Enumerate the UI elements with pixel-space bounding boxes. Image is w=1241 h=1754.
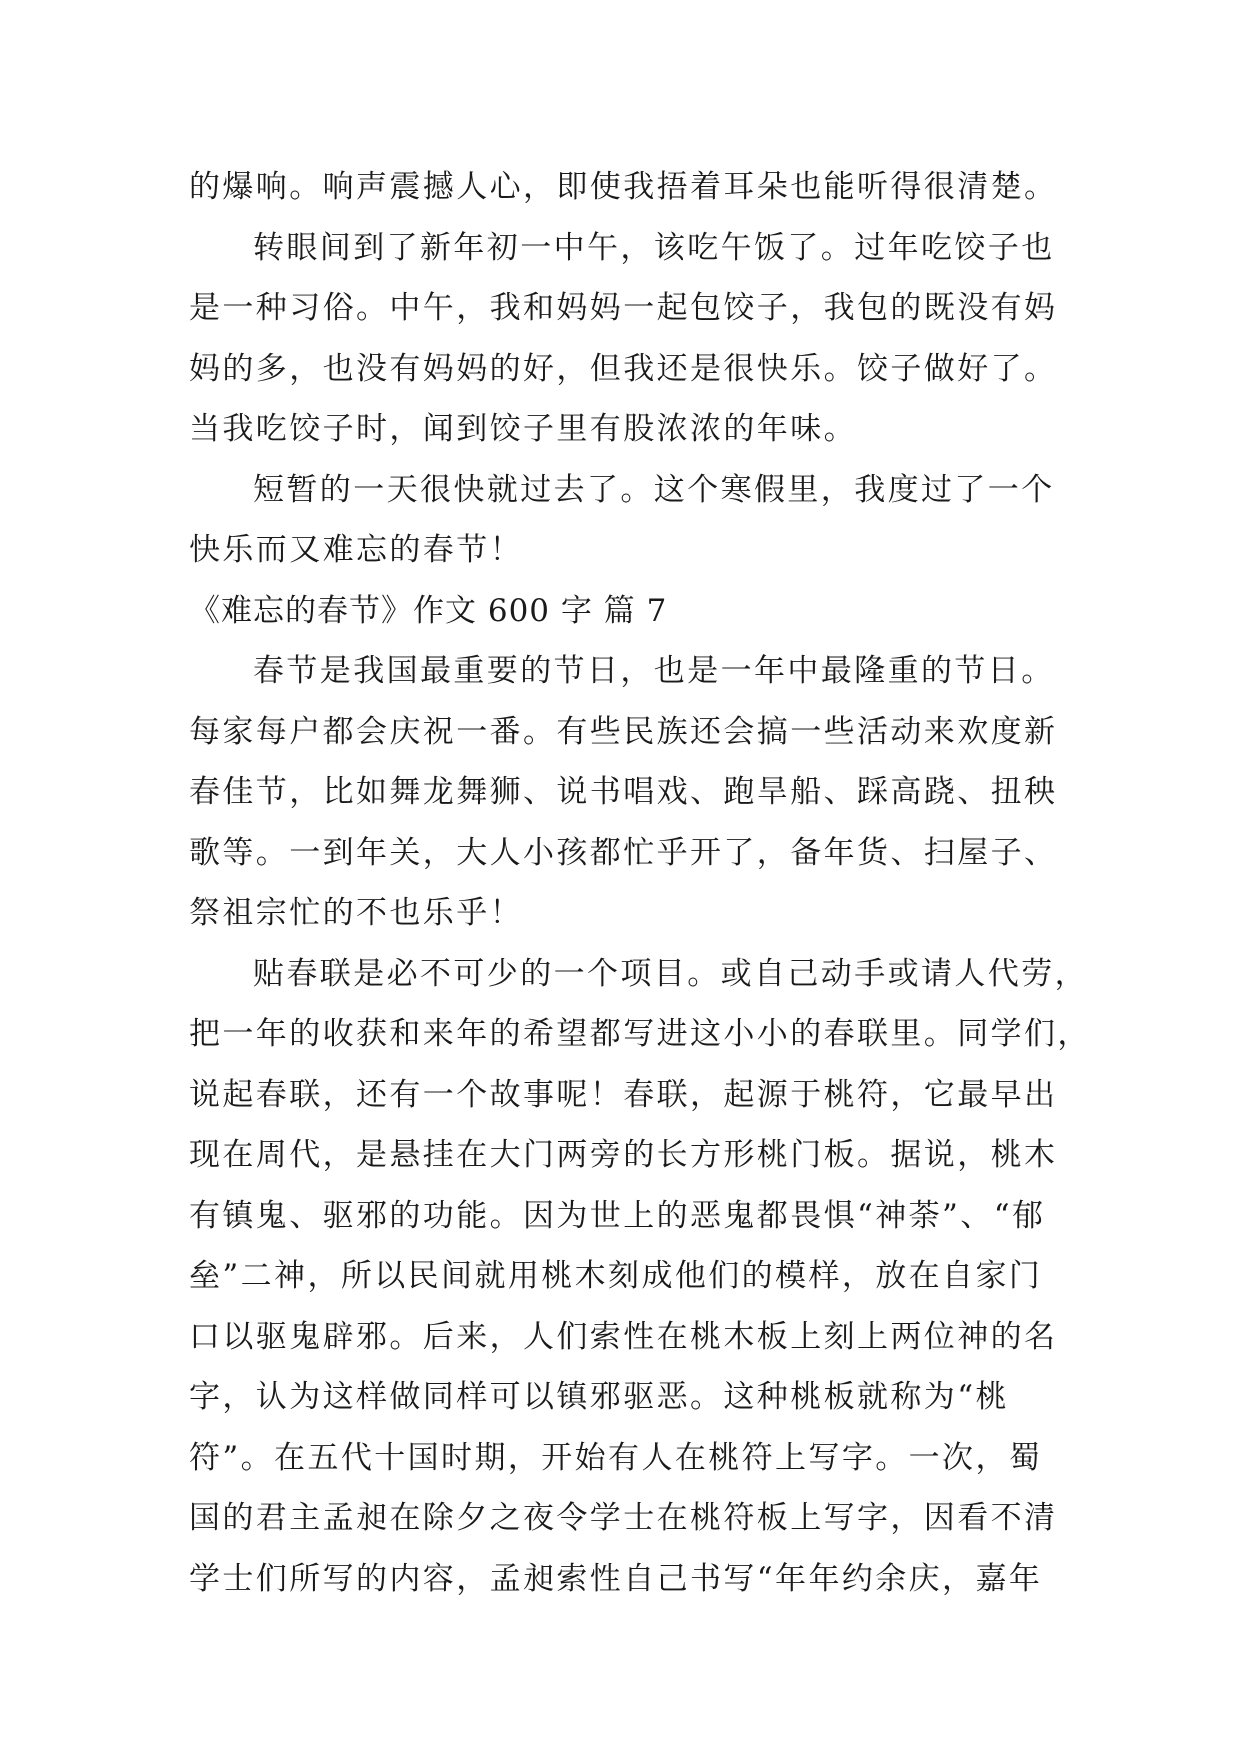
text-line: 垒”二神，所以民间就用桃木刻成他们的模样，放在自家门 [189,1258,1043,1294]
document-body [189,157,1091,1609]
text-line: 说起春联，还有一个故事呢！春联，起源于桃符，它最早出 [189,1076,1058,1113]
text-line: 妈的多，也没有妈妈的好，但我还是很快乐。饺子做好了。 [189,350,1058,387]
text-line: 学士们所写的内容，孟昶索性自己书写“年年约余庆，嘉年 [189,1560,1043,1597]
text-line: 每家每户都会庆祝一番。有些民族还会搞一些活动来欢度新 [189,713,1058,750]
text-line: 字，认为这样做同样可以镇邪驱恶。这种桃板就称为“桃 [189,1379,1009,1415]
text-line: 国的君主孟昶在除夕之夜令学士在桃符板上写字，因看不清 [189,1500,1058,1536]
text-line: 是一种习俗。中午，我和妈妈一起包饺子，我包的既没有妈 [189,290,1058,326]
text-line: 祭祖宗忙的不也乐乎！ [189,895,523,931]
text-line: 歌等。一到年关，大人小孩都忙乎开了，备年货、扫屋子、 [189,834,1058,871]
section-heading: 《难忘的春节》作文 600 字 篇 7 [189,592,668,629]
text-line: 有镇鬼、驱邪的功能。因为世上的恶鬼都畏惧“神荼”、“郁 [189,1197,1046,1234]
text-line: 口以驱鬼辟邪。后来，人们索性在桃木板上刻上两位神的名 [189,1318,1058,1355]
text-line: 春佳节，比如舞龙舞狮、说书唱戏、跑旱船、踩高跷、扭秧 [189,774,1058,810]
text-line: 把一年的收获和来年的希望都写进这小小的春联里。同学们， [189,1016,1091,1052]
text-line: 快乐而又难忘的春节！ [189,532,523,568]
text-line: 短暂的一天很快就过去了。这个寒假里，我度过了一个 [253,471,1055,508]
text-line: 转眼间到了新年初一中午，该吃午饭了。过年吃饺子也 [253,229,1055,266]
text-line: 的爆响。响声震撼人心，即使我捂着耳朵也能听得很清楚。 [189,169,1058,205]
text-line: 现在周代，是悬挂在大门两旁的长方形桃门板。据说，桃木 [189,1137,1058,1173]
text-line: 当我吃饺子时，闻到饺子里有股浓浓的年味。 [189,411,857,447]
text-line: 贴春联是必不可少的一个项目。或自己动手或请人代劳， [253,955,1088,992]
text-line: 春节是我国最重要的节日，也是一年中最隆重的节日。 [253,653,1055,689]
text-line: 符”。在五代十国时期，开始有人在桃符上写字。一次，蜀 [189,1439,1043,1476]
